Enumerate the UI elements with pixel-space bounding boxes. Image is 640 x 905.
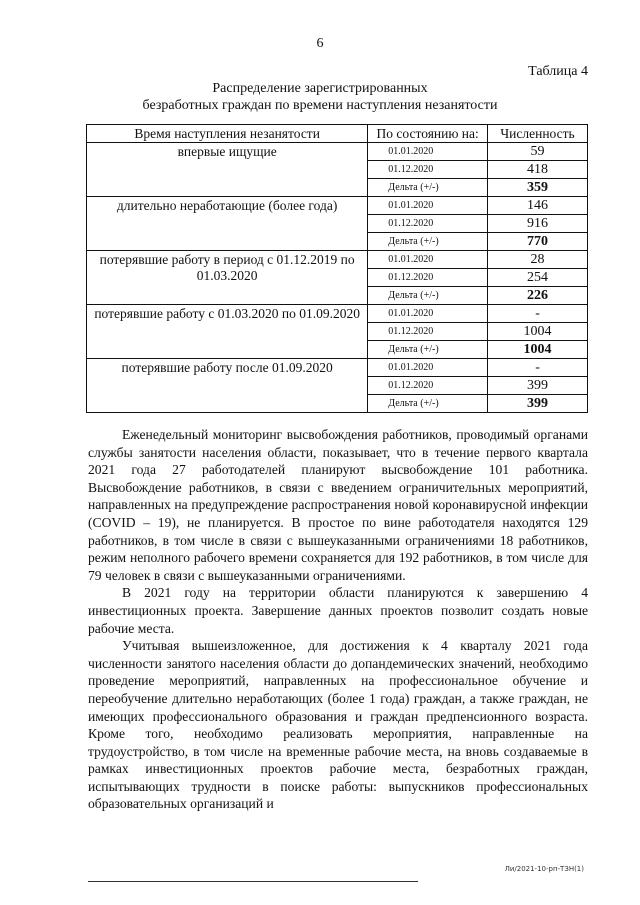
table-title-line-1: Распределение зарегистрированных — [212, 81, 428, 96]
paragraph: Еженедельный мониторинг высвобождения работников, проводимый органами службы занятости населения области, показывает, что в течение первого квартала 2021 года 27 работодателей планируют высвобождение 101 работника. Высвобождение работников, в связи с введением ограничительных мероприятий, направленных на предупреждение распространения новой коронавирусной инфекции (COVID – 19), не планируется. В простое по вине работодателя находятся 129 работников, в том числе в связи с вышеуказанными ограничениями 18 работников, режим неполного рабочего времени сохраняется для 192 работников, в том числе для 79 человек в связи с вышеуказанными ограничениями. — [88, 427, 588, 583]
table-row — [87, 305, 588, 323]
paragraph: В 2021 году на территории области планируются к завершению 4 инвестиционных проекта. Завершение данных проектов позволит создать новые рабочие места. — [88, 585, 588, 636]
header-time: Время наступления незанятости — [87, 125, 368, 143]
table-title-line-2: безработных граждан по времени наступления незанятости — [142, 98, 498, 113]
date-cell: 01.12.2020 — [368, 161, 488, 179]
table-row — [87, 197, 588, 215]
count-cell: 359 — [488, 179, 588, 197]
table-row — [87, 251, 588, 269]
count-cell: 28 — [488, 251, 588, 269]
date-cell: Дельта (+/-) — [368, 395, 488, 413]
count-cell: 1004 — [488, 323, 588, 341]
date-cell: 01.12.2020 — [368, 215, 488, 233]
count-cell: - — [488, 305, 588, 323]
date-cell: Дельта (+/-) — [368, 287, 488, 305]
table-body — [87, 143, 588, 413]
category-cell: потерявшие работу с 01.03.2020 по 01.09.2020 — [87, 305, 368, 359]
count-cell: 399 — [488, 377, 588, 395]
date-cell: 01.01.2020 — [368, 251, 488, 269]
count-cell: 399 — [488, 395, 588, 413]
count-cell: 146 — [488, 197, 588, 215]
header-as-of: По состоянию на: — [368, 125, 488, 143]
date-cell: 01.12.2020 — [368, 269, 488, 287]
page-number: 6 — [316, 36, 324, 51]
table-row — [87, 143, 588, 161]
count-cell: 770 — [488, 233, 588, 251]
date-cell: 01.12.2020 — [368, 323, 488, 341]
date-cell: Дельта (+/-) — [368, 233, 488, 251]
count-cell: 226 — [488, 287, 588, 305]
count-cell: 1004 — [488, 341, 588, 359]
count-cell: 916 — [488, 215, 588, 233]
date-cell: 01.01.2020 — [368, 143, 488, 161]
paragraph: Учитывая вышеизложенное, для достижения к 4 кварталу 2021 года численности занятого населения области до допандемических значений, необходимо проведение мероприятий, направленных на профессиональное обучение и переобучение длительно неработающих (более 1 года) граждан, а также граждан, не имеющих профессионального образования и граждан предпенсионного возраста. Кроме того, необходимо реализовать мероприятия, направленные на трудоустройство, в том числе на временные рабочие места, на вновь создаваемые в рамках инвестиционных проектов рабочие места, безработных граждан, испытывающих трудности в поиске работы: выпускников профессиональных образовательных организаций и — [88, 638, 588, 812]
category-cell: впервые ищущие — [87, 143, 368, 197]
footer-divider — [88, 881, 418, 882]
count-cell: 59 — [488, 143, 588, 161]
table-header-row — [87, 125, 588, 143]
table-title — [0, 80, 640, 114]
footer-reference: Ли/2021-10-рп-ТЗН(1) — [504, 865, 584, 873]
date-cell: Дельта (+/-) — [368, 179, 488, 197]
date-cell: 01.12.2020 — [368, 377, 488, 395]
table-row — [87, 359, 588, 377]
date-cell: 01.01.2020 — [368, 359, 488, 377]
body-text — [88, 426, 588, 813]
category-cell: потерявшие работу в период с 01.12.2019 по 01.03.2020 — [87, 251, 368, 305]
date-cell: 01.01.2020 — [368, 305, 488, 323]
category-cell: потерявшие работу после 01.09.2020 — [87, 359, 368, 413]
count-cell: - — [488, 359, 588, 377]
distribution-table — [86, 124, 588, 413]
table-label: Таблица 4 — [528, 64, 588, 79]
date-cell: Дельта (+/-) — [368, 341, 488, 359]
category-cell: длительно неработающие (более года) — [87, 197, 368, 251]
count-cell: 418 — [488, 161, 588, 179]
header-count: Численность — [488, 125, 588, 143]
count-cell: 254 — [488, 269, 588, 287]
date-cell: 01.01.2020 — [368, 197, 488, 215]
